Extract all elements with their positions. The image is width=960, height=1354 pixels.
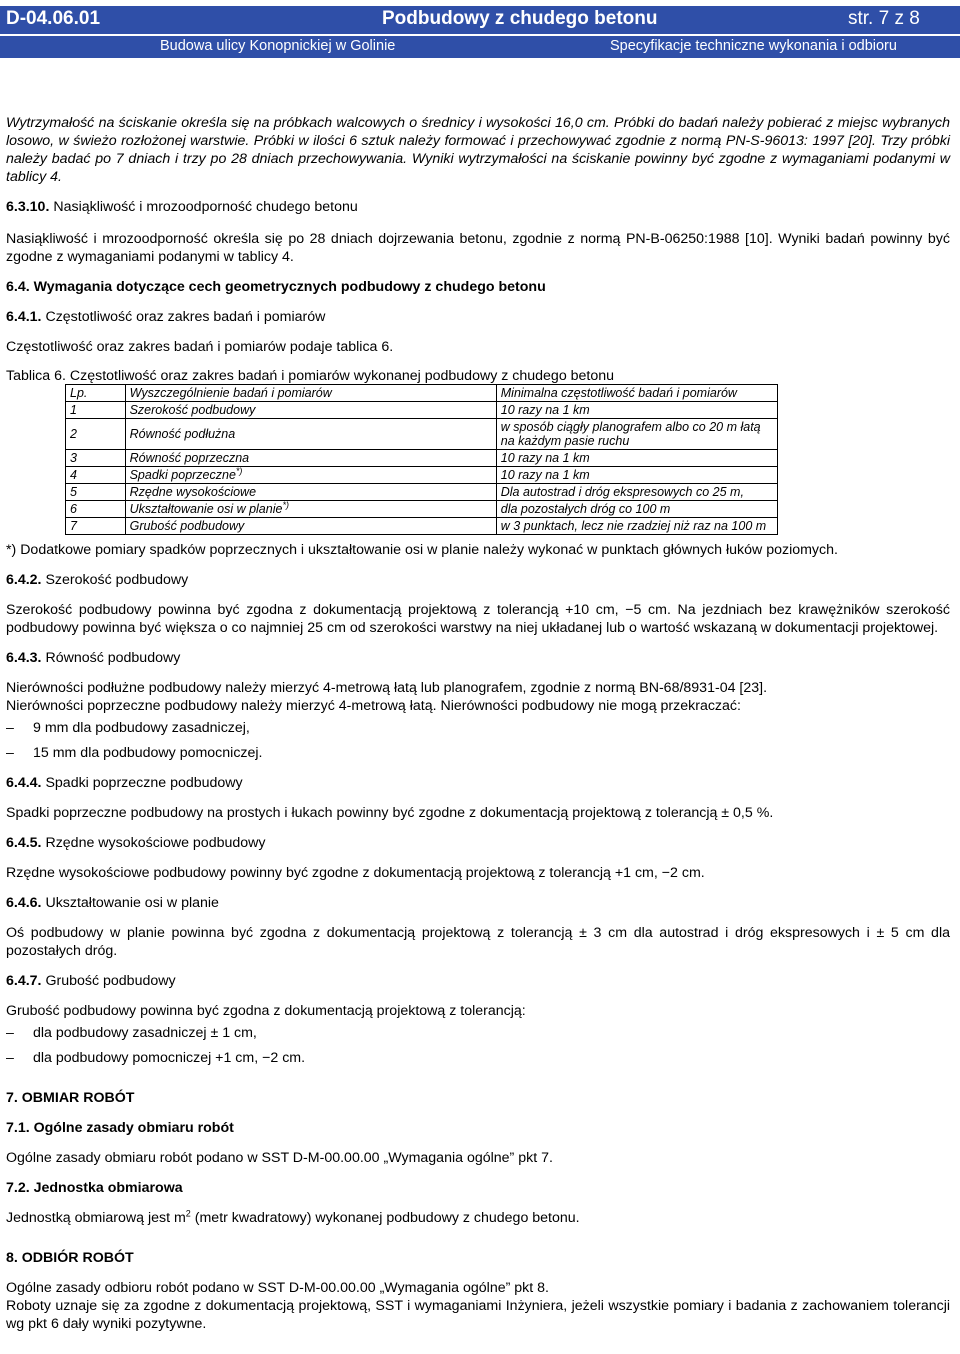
table-caption: Tablica 6. Częstotliwość oraz zakres badań i pomiarów wykonanej podbudowy z chudego betonu xyxy=(6,368,615,384)
paragraph-6-4-3a: Nierówności podłużne podbudowy należy mierzyć 4-metrową łatą lub planografem, zgodnie z normą BN-68/8931-04 [23]. xyxy=(6,680,768,696)
section-6-4-7-heading xyxy=(6,972,950,990)
section-title: Szerokość podbudowy xyxy=(45,572,189,588)
table-cell: Równość poprzeczna xyxy=(125,450,496,467)
table-cell xyxy=(125,467,496,484)
section-6-4-1-heading xyxy=(6,308,950,326)
section-6-4-2-heading xyxy=(6,571,950,589)
doc-code: D-04.06.01 xyxy=(6,8,101,29)
table-cell: 10 razy na 1 km xyxy=(496,450,777,467)
table-cell: w sposób ciągły planografem albo co 20 m łatą na każdym pasie ruchu xyxy=(496,419,777,450)
table-row xyxy=(66,467,778,484)
header-subtitle-bar xyxy=(0,36,960,58)
table-cell: 4 xyxy=(66,467,126,484)
paragraph-8a: Ogólne zasady odbioru robót podano w SST D-M-00.00.00 „Wymagania ogólne” pkt 8. xyxy=(6,1280,549,1296)
section-number: 6.4.6. xyxy=(6,895,42,911)
table-header-cell: Wyszczególnienie badań i pomiarów xyxy=(125,385,496,402)
table-cell: dla pozostałych dróg co 100 m xyxy=(496,501,777,518)
paragraph-6-4-5: Rzędne wysokościowe podbudowy powinny być zgodne z dokumentacją projektową z tolerancją +1 cm, −2 cm. xyxy=(6,865,705,881)
paragraph-6-4-2: Szerokość podbudowy powinna być zgodna z dokumentacją projektową z tolerancją +10 cm, −5 cm. Na jezdniach bez krawężników szerokość podbudowy powinna być większa o co najmniej 25 cm od szerokości warstwy na niej układanej lub o wartość wskazaną w dokumentacji projektowej. xyxy=(6,602,950,636)
table-row xyxy=(66,450,778,467)
table-cell: Równość podłużna xyxy=(125,419,496,450)
section-number: 6.4.3. xyxy=(6,650,42,666)
paragraph-6-3-10: Nasiąkliwość i mrozoodporność określa się po 28 dniach dojrzewania betonu, zgodnie z normą PN-B-06250:1988 [10]. Wyniki badań powinny być zgodne z wymaganiami podanymi w tablicy 4. xyxy=(6,231,950,265)
section-number: 6.4.4. xyxy=(6,775,42,791)
section-number: 6.4.1. xyxy=(6,309,42,325)
superscript: 2 xyxy=(185,1208,191,1219)
paragraph-7-1: Ogólne zasady obmiaru robót podano w SST D-M-00.00.00 „Wymagania ogólne” pkt 7. xyxy=(6,1150,553,1166)
table-cell-text: Ukształtowanie osi w planie xyxy=(129,502,283,516)
list-item-text: dla podbudowy zasadniczej ± 1 cm, xyxy=(33,1025,257,1041)
paragraph-7-2 xyxy=(6,1209,950,1227)
table-cell-text: Spadki poprzeczne xyxy=(129,468,236,482)
section-6-3-10-heading xyxy=(6,198,950,216)
paragraph-text: (metr kwadratowy) wykonanej podbudowy z chudego betonu. xyxy=(190,1210,580,1226)
table-row xyxy=(66,518,778,535)
table-cell: 7 xyxy=(66,518,126,535)
page-number: str. 7 z 8 xyxy=(848,8,920,29)
table-footnote: *) Dodatkowe pomiary spadków poprzecznych i ukształtowanie osi w planie należy wykonać w punktach głównych łuków poziomych. xyxy=(6,542,838,558)
list-item xyxy=(6,1024,950,1042)
dash-bullet: – xyxy=(6,745,14,761)
section-number: 6.4.5. xyxy=(6,835,42,851)
table-row xyxy=(66,419,778,450)
section-7-heading: 7. OBMIAR ROBÓT xyxy=(6,1090,135,1106)
dash-bullet: – xyxy=(6,720,14,736)
section-6-4-6-heading xyxy=(6,894,950,912)
paragraph-intro: Wytrzymałość na ściskanie określa się na próbkach walcowych o średnicy i wysokości 16,0 cm. Próbki do badań należy pobierać z miejsc wybranych losowo, w świeżo rozłożonej warstwie. Próbki w ilości 6 sztuk należy formować i przechowywać zgodnie z normą PN-S-96013: 1997 [20]. Trzy próbki należy badać po 7 dniach i trzy po 28 dniach przechowywania. Wyniki wytrzymałości na ściskanie powinny być zgodne z wymaganiami podanymi w tablicy 4. xyxy=(6,115,950,185)
section-title: Nasiąkliwość i mrozoodporność chudego betonu xyxy=(53,199,358,215)
table-header-row xyxy=(66,385,778,402)
page-content xyxy=(6,114,950,1333)
table-cell: Grubość podbudowy xyxy=(125,518,496,535)
table-row xyxy=(66,501,778,518)
section-6-4-4-heading xyxy=(6,774,950,792)
table-cell: 10 razy na 1 km xyxy=(496,402,777,419)
table-row xyxy=(66,484,778,501)
paragraph-6-4-1: Częstotliwość oraz zakres badań i pomiarów podaje tablica 6. xyxy=(6,339,394,355)
paragraph-6-4-7: Grubość podbudowy powinna być zgodna z dokumentacją projektową z tolerancją: xyxy=(6,1003,526,1019)
table-cell: 6 xyxy=(66,501,126,518)
dash-bullet: – xyxy=(6,1025,14,1041)
table-header-cell: Minimalna częstotliwość badań i pomiarów xyxy=(496,385,777,402)
section-6-4-5-heading xyxy=(6,834,950,852)
frequency-table xyxy=(65,384,778,535)
table-cell: 1 xyxy=(66,402,126,419)
table-cell: w 3 punktach, lecz nie rzadziej niż raz na 100 m xyxy=(496,518,777,535)
header-title-bar xyxy=(0,6,960,34)
table-cell: Dla autostrad i dróg ekspresowych co 25 m, xyxy=(496,484,777,501)
paragraph-text: Jednostką obmiarową jest m xyxy=(6,1210,186,1226)
section-7-1-heading: 7.1. Ogólne zasady obmiaru robót xyxy=(6,1120,234,1136)
project-name: Budowa ulicy Konopnickiej w Golinie xyxy=(160,38,396,54)
list-item-text: 15 mm dla podbudowy pomocniczej. xyxy=(33,745,263,761)
section-title: Równość podbudowy xyxy=(45,650,181,666)
section-title: Częstotliwość oraz zakres badań i pomiarów xyxy=(45,309,326,325)
section-title: Rzędne wysokościowe podbudowy xyxy=(45,835,266,851)
section-7-2-heading: 7.2. Jednostka obmiarowa xyxy=(6,1180,183,1196)
doc-type: Specyfikacje techniczne wykonania i odbioru xyxy=(610,38,897,54)
section-8-heading: 8. ODBIÓR ROBÓT xyxy=(6,1250,134,1266)
table-row xyxy=(66,402,778,419)
table-cell: 10 razy na 1 km xyxy=(496,467,777,484)
section-number: 6.4.7. xyxy=(6,973,42,989)
table-cell: 2 xyxy=(66,419,126,450)
paragraph-6-4-4: Spadki poprzeczne podbudowy na prostych i łukach powinny być zgodne z dokumentacją projektową z tolerancją ± 0,5 %. xyxy=(6,805,774,821)
table-header-cell: Lp. xyxy=(66,385,126,402)
list-item-text: 9 mm dla podbudowy zasadniczej, xyxy=(33,720,250,736)
section-6-4-3-heading xyxy=(6,649,950,667)
table-cell: Rzędne wysokościowe xyxy=(125,484,496,501)
section-6-4-heading: 6.4. Wymagania dotyczące cech geometrycznych podbudowy z chudego betonu xyxy=(6,279,546,295)
list-item xyxy=(6,719,950,737)
paragraph-8b: Roboty uznaje się za zgodne z dokumentacją projektową, SST i wymaganiami Inżyniera, jeżeli wszystkie pomiary i badania z zachowaniem tolerancji wg pkt 6 dały wyniki pozytywne. xyxy=(6,1298,950,1332)
doc-title: Podbudowy z chudego betonu xyxy=(382,8,658,29)
section-title: Spadki poprzeczne podbudowy xyxy=(45,775,243,791)
table-cell xyxy=(125,501,496,518)
paragraph-6-4-3b: Nierówności poprzeczne podbudowy należy mierzyć 4-metrową łatą. Nierówności podbudowy nie mogą przekraczać: xyxy=(6,698,741,714)
section-title: Ukształtowanie osi w planie xyxy=(45,895,219,911)
list-item-text: dla podbudowy pomocniczej +1 cm, −2 cm. xyxy=(33,1050,306,1066)
table-cell: Szerokość podbudowy xyxy=(125,402,496,419)
dash-bullet: – xyxy=(6,1050,14,1066)
section-title: Grubość podbudowy xyxy=(45,973,176,989)
footnote-marker: *) xyxy=(235,465,243,476)
paragraph-6-4-6: Oś podbudowy w planie powinna być zgodna z dokumentacją projektową z tolerancją ± 3 cm dla autostrad i dróg ekspresowych i ± 5 cm dla pozostałych dróg. xyxy=(6,925,950,959)
list-item xyxy=(6,744,950,762)
section-number: 6.3.10. xyxy=(6,199,50,215)
list-item xyxy=(6,1049,950,1067)
section-number: 6.4.2. xyxy=(6,572,42,588)
footnote-marker: *) xyxy=(282,499,289,510)
table-cell: 3 xyxy=(66,450,126,467)
table-cell: 5 xyxy=(66,484,126,501)
